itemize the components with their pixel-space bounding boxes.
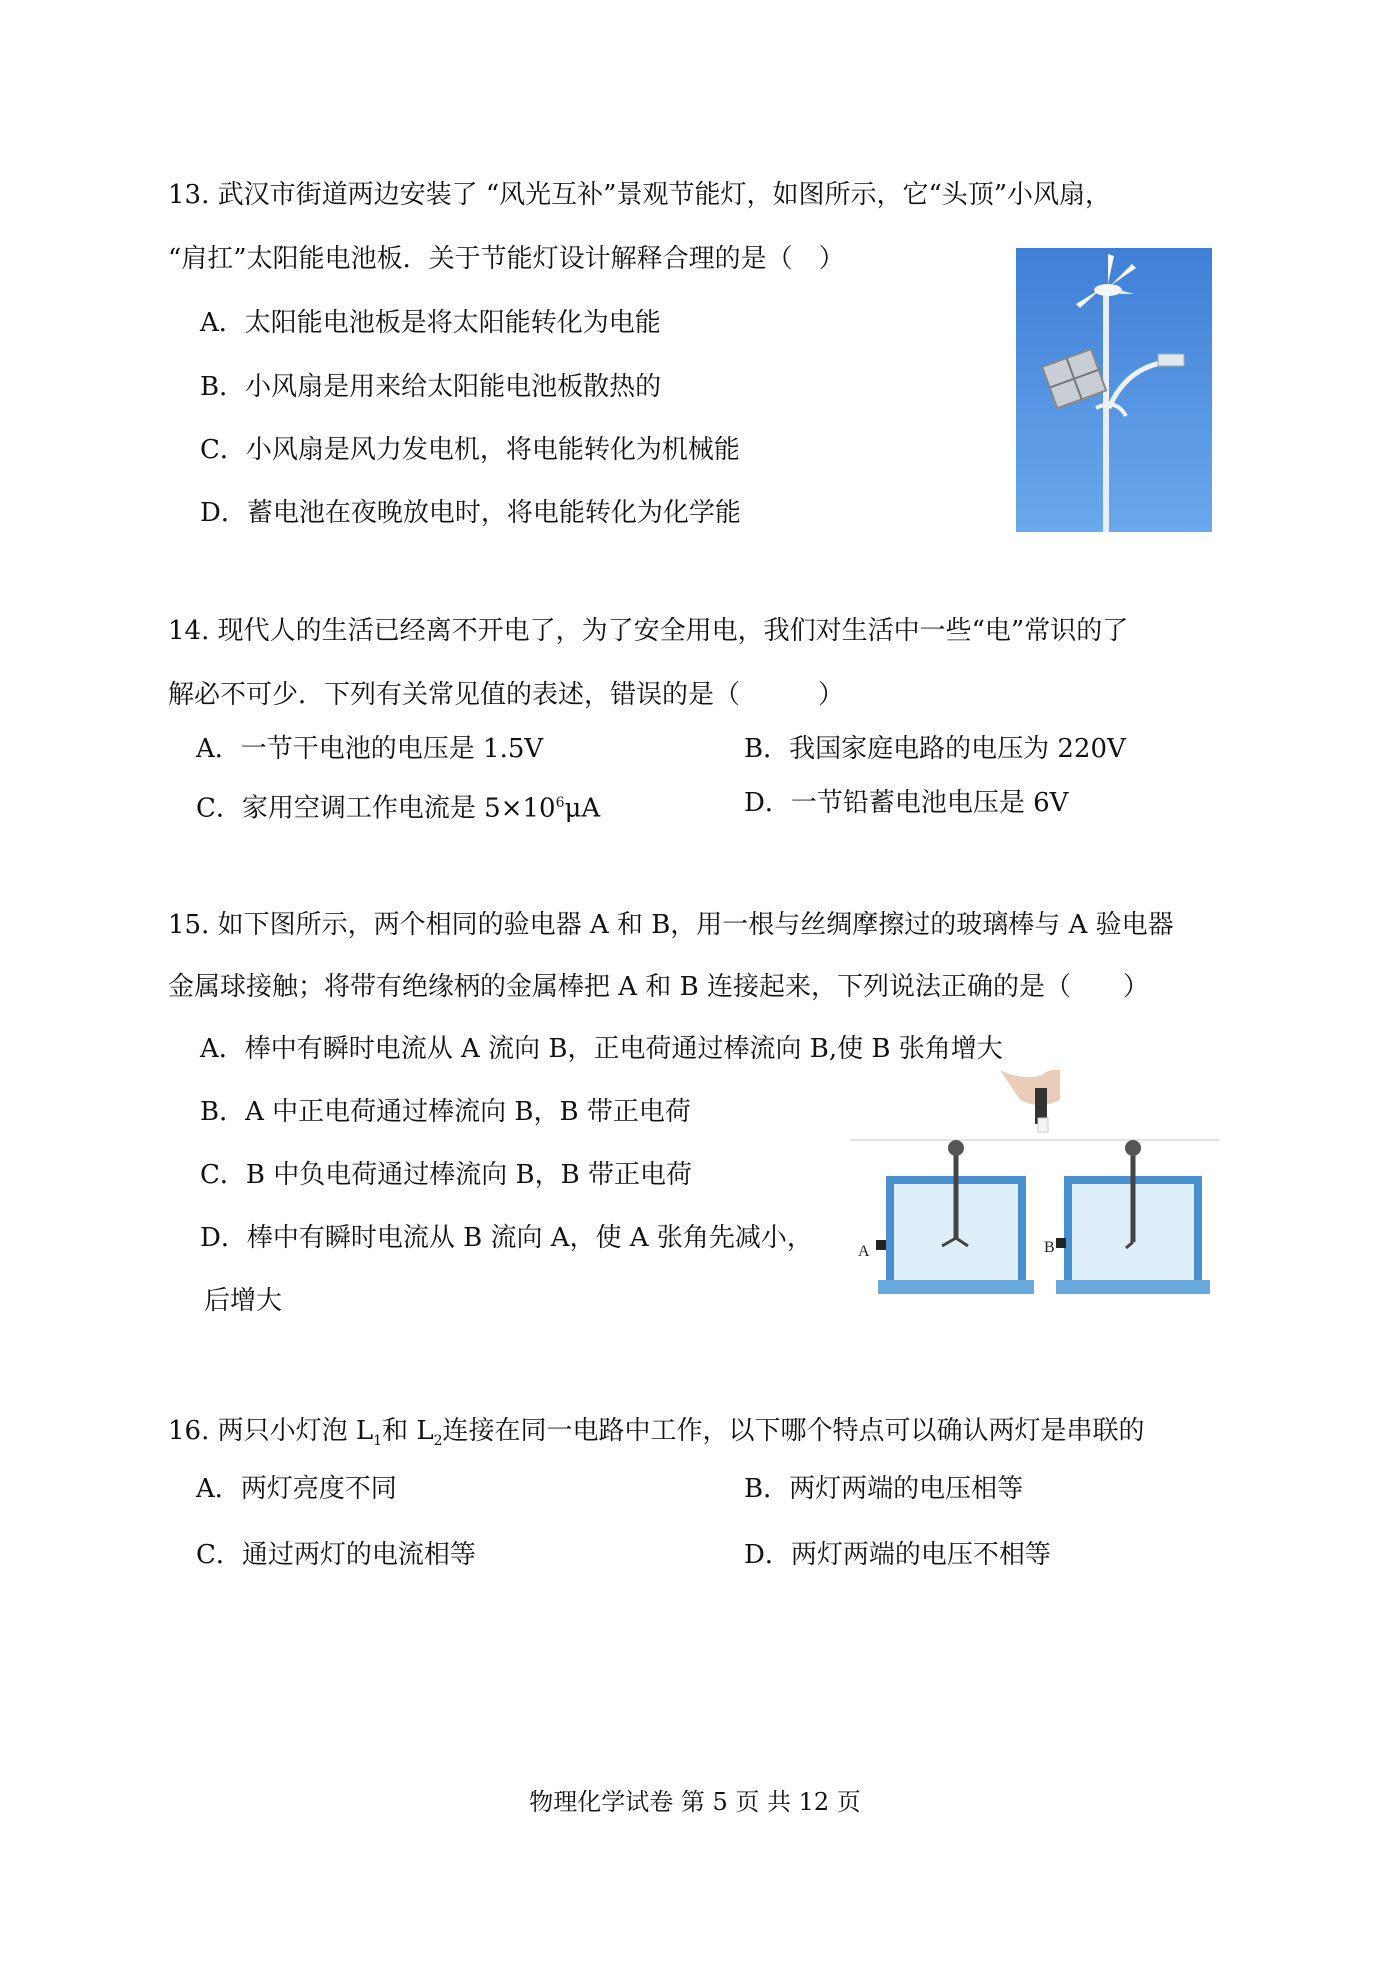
q13-option-c[interactable]: C．小风扇是风力发电机，将电能转化为机械能	[200, 435, 740, 465]
q16-option-c[interactable]: C．通过两灯的电流相等	[196, 1540, 476, 1570]
q14-stem-line2: 解必不可少．下列有关常见值的表述，错误的是（ ）	[168, 680, 845, 710]
q14-option-d[interactable]: D．一节铅蓄电池电压是 6V	[744, 788, 1069, 818]
q13-stem-line2: “肩扛”太阳能电池板．关于节能灯设计解释合理的是（ ）	[168, 244, 845, 274]
q13-option-a[interactable]: A．太阳能电池板是将太阳能转化为电能	[200, 308, 661, 338]
q14-option-b[interactable]: B．我国家庭电路的电压为 220V	[744, 734, 1126, 764]
q14-stem-line1	[168, 614, 1128, 648]
q16-stem	[168, 1414, 1145, 1458]
q16-sub1: 1	[373, 1433, 383, 1450]
q16-stem-text-c: 连接在同一电路中工作，以下哪个特点可以确认两灯是串联的	[442, 1416, 1145, 1446]
q15-option-a[interactable]: A．棒中有瞬时电流从 A 流向 B，正电荷通过棒流向 B,使 B 张角增大	[200, 1034, 1003, 1064]
q16-number: 16.	[168, 1416, 210, 1446]
electroscope-a-label: A	[858, 1243, 870, 1260]
q15-option-c[interactable]: C．B 中负电荷通过棒流向 B，B 带正电荷	[200, 1160, 693, 1190]
street-lamp-figure	[1016, 248, 1212, 532]
q14-option-a[interactable]: A．一节干电池的电压是 1.5V	[196, 734, 544, 764]
q14-stem-text: 现代人的生活已经离不开电了，为了安全用电，我们对生活中一些“电”常识的了	[217, 616, 1129, 646]
electroscope-a	[876, 1140, 1034, 1294]
q16-option-b[interactable]: B．两灯两端的电压相等	[744, 1474, 1024, 1504]
q15-option-d-continued: 后增大	[204, 1286, 283, 1316]
q16-option-d[interactable]: D．两灯两端的电压不相等	[744, 1540, 1051, 1570]
q15-option-d[interactable]: D．棒中有瞬时电流从 B 流向 A，使 A 张角先减小，	[200, 1223, 813, 1253]
q15-stem-line2: 金属球接触；将带有绝缘柄的金属棒把 A 和 B 连接起来，下列说法正确的是（ ）	[168, 972, 1149, 1002]
q13-stem-text: 武汉市街道两边安装了 “风光互补”景观节能灯，如图所示，它“头顶”小风扇，	[217, 180, 1112, 210]
q16-sub2: 2	[433, 1433, 443, 1450]
q16-stem-text-a: 两只小灯泡 L	[217, 1416, 374, 1446]
q13-stem-line1	[168, 178, 1111, 212]
q15-stem-text: 如下图所示，两个相同的验电器 A 和 B，用一根与丝绸摩擦过的玻璃棒与 A 验电器	[217, 910, 1174, 940]
page-footer: 物理化学试卷 第 5 页 共 12 页	[529, 1788, 861, 1816]
q14-option-c-exponent: 6	[555, 795, 565, 811]
q15-option-b[interactable]: B．A 中正电荷通过棒流向 B，B 带正电荷	[200, 1097, 691, 1127]
electroscope-figure	[850, 1070, 1220, 1302]
electroscope-b-label: B	[1044, 1239, 1055, 1256]
q14-option-c[interactable]	[196, 786, 600, 826]
q14-number: 14.	[168, 616, 210, 646]
q16-option-a[interactable]: A．两灯亮度不同	[196, 1474, 397, 1504]
q13-option-b[interactable]: B．小风扇是用来给太阳能电池板散热的	[200, 372, 662, 402]
q14-option-c-text: C．家用空调工作电流是 5×10	[196, 793, 556, 824]
q15-number: 15.	[168, 910, 210, 940]
q13-number: 13.	[168, 180, 210, 210]
q13-option-d[interactable]: D．蓄电池在夜晚放电时，将电能转化为化学能	[200, 498, 741, 528]
q16-stem-text-b: 和 L	[382, 1416, 434, 1446]
electroscope-b	[1056, 1140, 1210, 1294]
q15-stem-line1	[168, 908, 1174, 942]
q14-option-c-unit: μA	[564, 793, 601, 824]
